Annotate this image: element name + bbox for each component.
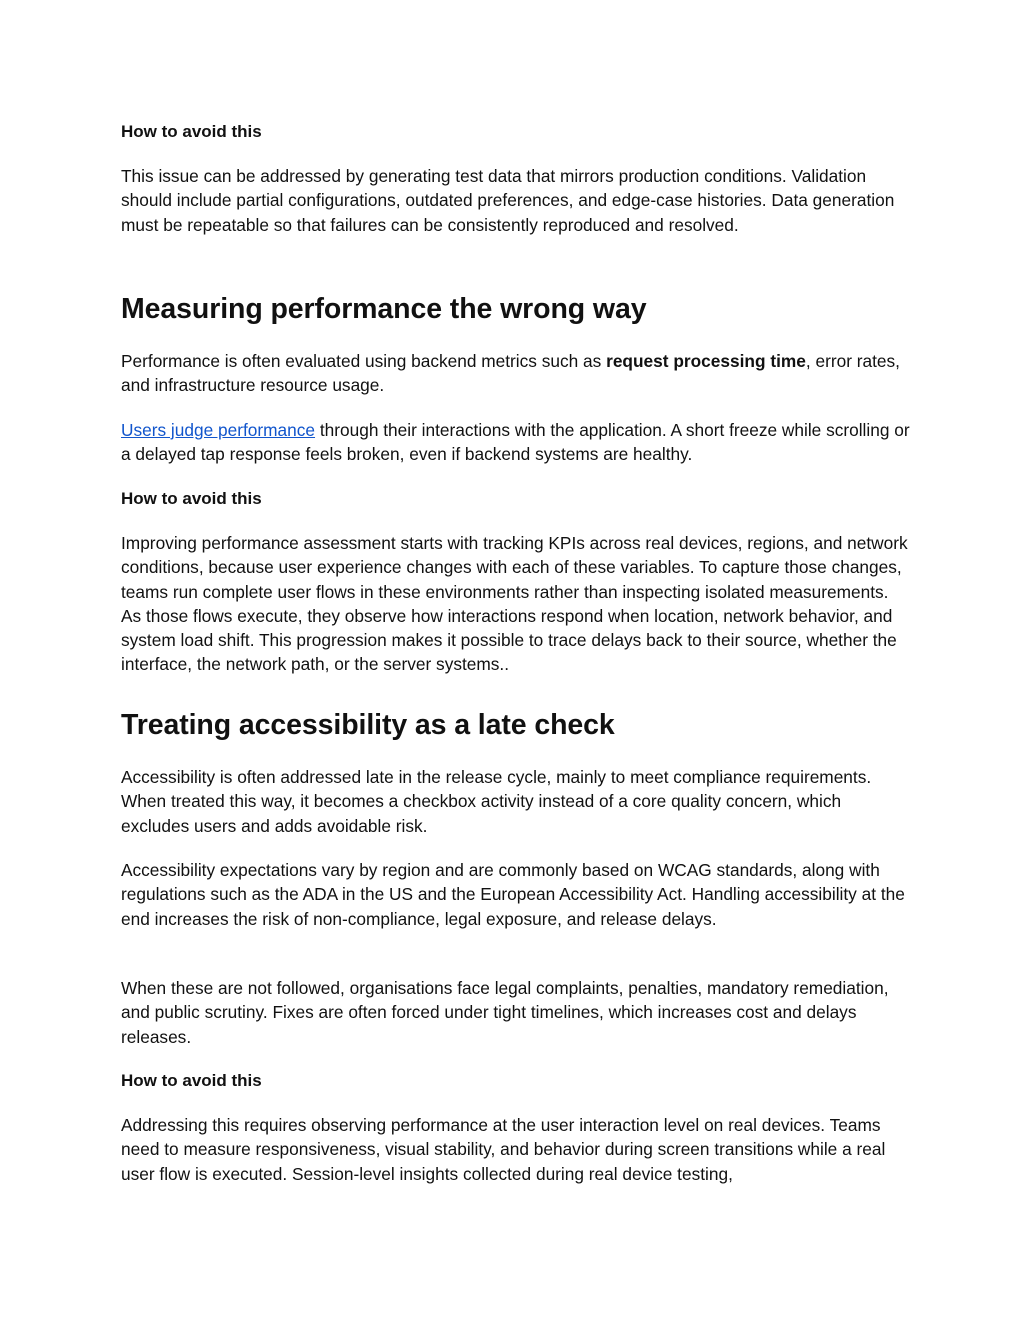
subheading-how-to-avoid-3: How to avoid this bbox=[121, 1071, 262, 1090]
paragraph-non-compliance: When these are not followed, organisations face legal complaints, penalties, mandatory remediation, and public scrutiny. Fixes are often forced under tight timelines, which increases cost and delays releases. bbox=[121, 978, 889, 1047]
paragraph-real-devices: Addressing this requires observing performance at the user interaction level on real devices. Teams need to measure responsiveness, visual stability, and behavior during screen transitions while a real user flow is executed. Session-level insights collected during real device testing, bbox=[121, 1115, 886, 1184]
subheading-how-to-avoid-1: How to avoid this bbox=[121, 122, 262, 141]
paragraph-accessibility-late: Accessibility is often addressed late in the release cycle, mainly to meet compliance requirements. When treated this way, it becomes a checkbox activity instead of a core quality concern, which excludes users and adds avoidable risk. bbox=[121, 767, 872, 836]
paragraph-performance-assessment: Improving performance assessment starts with tracking KPIs across real devices, regions, and network conditions, because user experience changes with each of these variables. To capture those changes, teams run complete user flows in these environments rather than inspecting isolated measurements. As those flows execute, they observe how interactions respond when location, network behavior, and system load shift. This progression makes it possible to trace delays back to their source, whether the interface, the network path, or the server systems.. bbox=[121, 533, 908, 675]
paragraph-test-data: This issue can be addressed by generating test data that mirrors production conditions. Validation should include partial configurations, outdated preferences, and edge-case histories. Data generation must be repeatable so that failures can be consistently reproduced and resolved. bbox=[121, 166, 895, 235]
section-heading-accessibility: Treating accessibility as a late check bbox=[121, 709, 615, 741]
section-heading-performance: Measuring performance the wrong way bbox=[121, 293, 647, 325]
paragraph-performance-metrics: Performance is often evaluated using backend metrics such as request processing time, error rates, and infrastructure resource usage. bbox=[121, 351, 900, 396]
paragraph-users-judge: Users judge performance through their interactions with the application. A short freeze while scrolling or a delayed tap response feels broken, even if backend systems are healthy. bbox=[121, 420, 910, 465]
paragraph-accessibility-regulations: Accessibility expectations vary by region and are commonly based on WCAG standards, along with regulations such as the ADA in the US and the European Accessibility Act. Handling accessibility at the end increases the risk of non-compliance, legal exposure, and release delays. bbox=[121, 860, 905, 929]
bold-request-processing-time: request processing time bbox=[606, 351, 806, 371]
users-judge-performance-link[interactable]: Users judge performance bbox=[121, 420, 316, 440]
subheading-how-to-avoid-2: How to avoid this bbox=[121, 489, 262, 508]
